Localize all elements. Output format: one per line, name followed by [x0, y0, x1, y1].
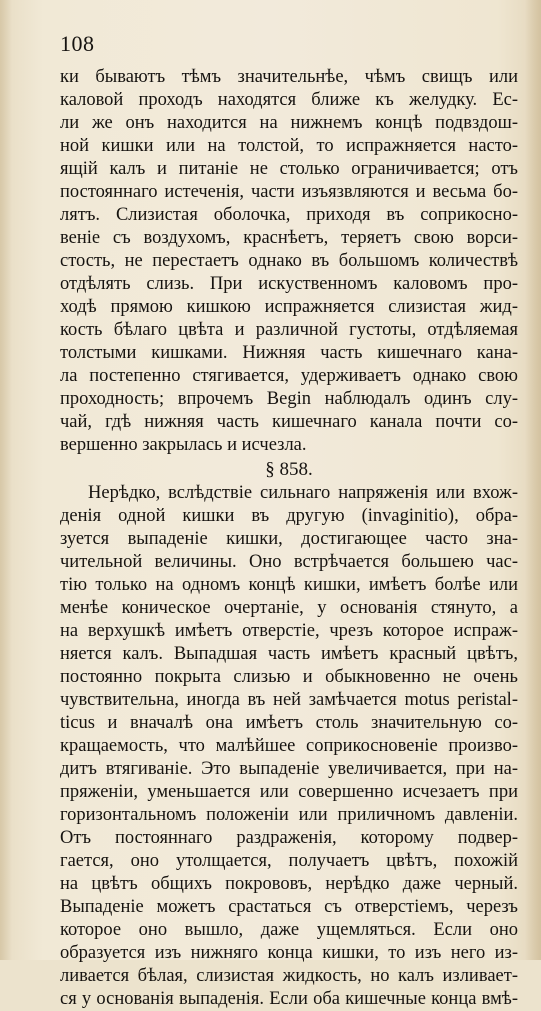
- text-line: Нерѣдко, вслѣдствіе сильнаго напряженія или вхож-: [88, 483, 518, 503]
- text-line: ной кишки или на толстой, то испражняется насто-: [60, 136, 518, 156]
- text-line: тію только на одномъ концѣ кишки, имѣетъ болѣе или: [60, 575, 518, 595]
- text-line: ticus и вначалѣ она имѣетъ столь значительную со-: [60, 713, 518, 733]
- text-line: ки бываютъ тѣмъ значительнѣе, чѣмъ свищъ или: [60, 67, 518, 87]
- text-line: чувствительна, иногда въ ней замѣчается motus peristal-: [60, 690, 518, 710]
- text-line: чительной величины. Оно встрѣчается большею час-: [60, 552, 518, 572]
- text-line: ся у основанія выпаденія. Если оба кишечные конца вмѣ-: [60, 989, 518, 1009]
- text-line: ходѣ прямою кишкою испражняется слизистая жид-: [60, 297, 518, 317]
- text-line: чай, гдѣ нижняя часть кишечнаго канала почти со-: [60, 412, 518, 432]
- section-heading: § 858.: [265, 459, 313, 480]
- text-line: кость бѣлаго цвѣта и различной густоты, отдѣляемая: [60, 320, 518, 340]
- text-line: образуется изъ нижняго конца кишки, то изъ него из-: [60, 943, 518, 963]
- text-line: ящій калъ и питаніе не столько ограничивается; отъ: [60, 159, 518, 179]
- text-line: зуется выпаденіе кишки, достигающее часто зна-: [60, 529, 518, 549]
- text-line: отдѣлять слизь. При искуственномъ каловомъ про-: [60, 274, 518, 294]
- text-line: веніе съ воздухомъ, краснѣетъ, теряетъ свою ворси-: [60, 228, 518, 248]
- text-line: вершенно закрылась и исчезла.: [60, 435, 307, 455]
- text-line: проходность; впрочемъ Begin наблюдалъ одинъ слу-: [60, 389, 518, 409]
- page-shadow-left: [0, 0, 12, 960]
- body-text: [60, 66, 518, 1011]
- page-number: 108: [60, 31, 95, 56]
- text-line: на верхушкѣ имѣетъ отверстіе, чрезъ которое испраж-: [60, 621, 518, 641]
- text-line: которое оно вышло, даже ущемляться. Если оно: [60, 920, 518, 940]
- text-line: лятъ. Слизистая оболочка, приходя въ соприкосно-: [60, 205, 518, 225]
- text-line: дитъ втягиваніе. Это выпаденіе увеличивается, при на-: [60, 759, 518, 779]
- text-line: ли же онъ находится на нижнемъ концѣ подвздош-: [60, 113, 518, 133]
- text-line: каловой проходъ находятся ближе къ желудку. Ес-: [60, 90, 518, 110]
- text-line: няется калъ. Выпадшая часть имѣетъ красный цвѣтъ,: [60, 644, 518, 664]
- text-line: ливается бѣлая, слизистая жидкость, но калъ изливает-: [60, 966, 518, 986]
- text-line: пряженіи, уменьшается или совершенно исчезаетъ при: [60, 782, 518, 802]
- text-line: постоянно покрыта слизью и обыкновенно не очень: [60, 667, 518, 687]
- text-line: гается, оно утолщается, получаетъ цвѣтъ, похожій: [60, 851, 518, 871]
- text-line: Выпаденіе можетъ срастаться съ отверстіемъ, черезъ: [60, 897, 518, 917]
- text-line: на цвѣтъ общихъ покрововъ, нерѣдко даже черный.: [60, 874, 518, 894]
- text-line: стость, не перестаетъ однако въ большомъ количествѣ: [60, 251, 518, 271]
- paragraph-1: [60, 66, 518, 457]
- text-line: кращаемость, что малѣйшее соприкосновеніе произво-: [60, 736, 518, 756]
- text-line: ла постепенно стягивается, удерживаетъ однако свою: [60, 366, 518, 386]
- text-line: Отъ постояннаго раздраженія, которому подвер-: [60, 828, 518, 848]
- text-line: толстыми кишками. Нижняя часть кишечнаго кана-: [60, 343, 518, 363]
- paragraph-2: [60, 482, 518, 1011]
- page-shadow-right: [525, 0, 541, 960]
- text-line: денія одной кишки въ другую (invaginitio), обра-: [60, 506, 518, 526]
- text-line: постояннаго истеченія, части изъязвляются и весьма бо-: [60, 182, 518, 202]
- text-line: горизонтальномъ положеніи или приличномъ давленіи.: [60, 805, 518, 825]
- text-line: менѣе коническое очертаніе, у основанія стянуто, а: [60, 598, 518, 618]
